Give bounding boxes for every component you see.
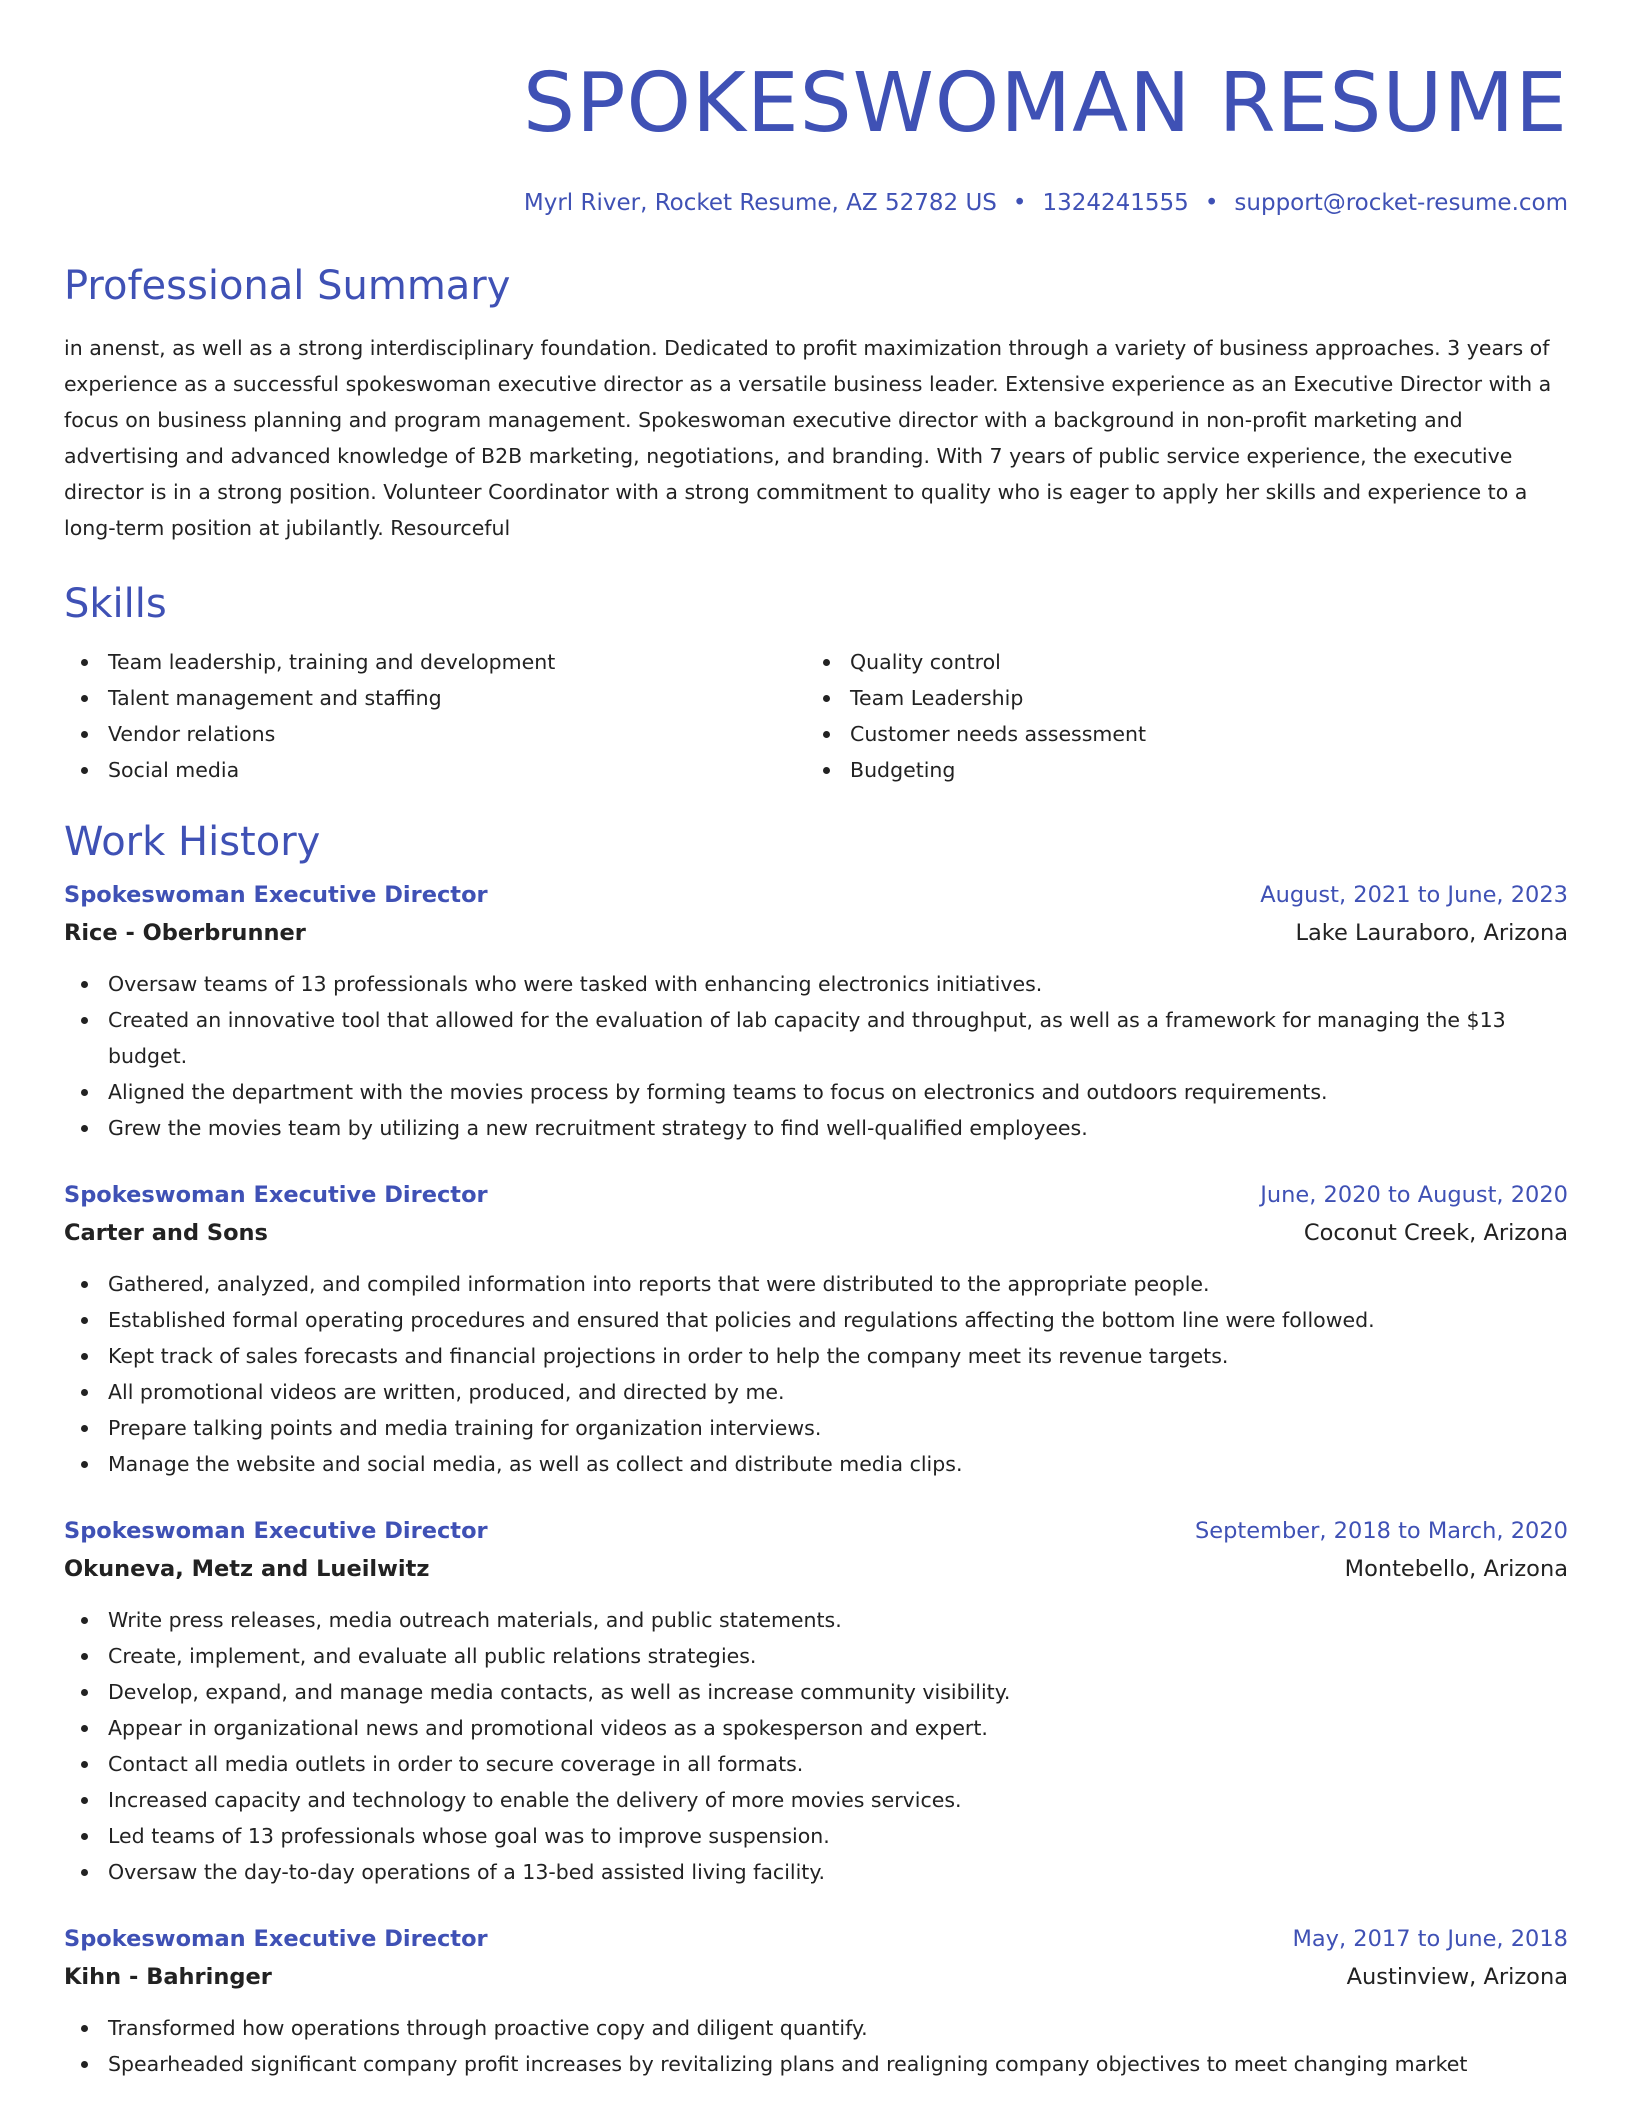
job-bullet: All promotional videos are written, produced, and directed by me. <box>64 1374 1568 1410</box>
job-location: Coconut Creek, Arizona <box>1303 1220 1568 1246</box>
job-title: Spokeswoman Executive Director <box>64 1518 488 1544</box>
job-company: Rice - Oberbrunner <box>64 920 306 946</box>
skill-item: Team Leadership <box>806 680 1548 716</box>
job-entry <box>64 1512 1568 1890</box>
job-company: Carter and Sons <box>64 1220 268 1246</box>
skills-heading: Skills <box>64 581 167 627</box>
job-location: Lake Lauraboro, Arizona <box>1295 920 1568 946</box>
job-bullet: Oversaw the day-to-day operations of a 13-bed assisted living facility. <box>64 1854 1568 1890</box>
job-bullets <box>64 966 1568 1146</box>
job-bullet: Established formal operating procedures and ensured that policies and regulations affecting the bottom line were followed. <box>64 1302 1568 1338</box>
job-bullets <box>64 1602 1568 1890</box>
contact-address: Myrl River, Rocket Resume, AZ 52782 US <box>523 190 997 216</box>
separator-dot: • <box>1204 190 1219 216</box>
job-company-row <box>64 1958 1568 1996</box>
job-title: Spokeswoman Executive Director <box>64 1182 488 1208</box>
skill-item: Customer needs assessment <box>806 716 1548 752</box>
job-bullets <box>64 1266 1568 1482</box>
job-entry <box>64 1176 1568 1482</box>
resume-header <box>64 56 1568 218</box>
job-bullet: Prepare talking points and media training for organization interviews. <box>64 1410 1568 1446</box>
skill-item: Social media <box>64 752 806 788</box>
job-company-row <box>64 1214 1568 1252</box>
job-bullet: Kept track of sales forecasts and financial projections in order to help the company meet its revenue targets. <box>64 1338 1568 1374</box>
summary-heading: Professional Summary <box>64 263 511 309</box>
job-bullet: Led teams of 13 professionals whose goal was to improve suspension. <box>64 1818 1568 1854</box>
job-bullet: Transformed how operations through proactive copy and diligent quantify. <box>64 2010 1568 2046</box>
skills-list-left <box>64 644 806 788</box>
job-bullet: Contact all media outlets in order to secure coverage in all formats. <box>64 1746 1568 1782</box>
skill-item: Team leadership, training and development <box>64 644 806 680</box>
skill-item: Quality control <box>806 644 1548 680</box>
job-location: Austinview, Arizona <box>1346 1964 1568 1990</box>
job-bullet: Spearheaded significant company profit increases by revitalizing plans and realigning company objectives to meet changing market <box>64 2046 1568 2082</box>
job-bullet: Grew the movies team by utilizing a new recruitment strategy to find well-qualified employees. <box>64 1110 1568 1146</box>
job-dates: August, 2021 to June, 2023 <box>1260 882 1568 908</box>
job-title: Spokeswoman Executive Director <box>64 882 488 908</box>
skill-item: Budgeting <box>806 752 1548 788</box>
job-bullet: Manage the website and social media, as well as collect and distribute media clips. <box>64 1446 1568 1482</box>
job-bullet: Oversaw teams of 13 professionals who were tasked with enhancing electronics initiatives. <box>64 966 1568 1002</box>
job-dates: May, 2017 to June, 2018 <box>1292 1926 1568 1952</box>
separator-dot: • <box>1012 190 1027 216</box>
skills-columns <box>64 644 1568 788</box>
skills-list-right <box>806 644 1548 788</box>
job-company-row <box>64 914 1568 952</box>
job-entry <box>64 1920 1568 2082</box>
job-bullet: Gathered, analyzed, and compiled information into reports that were distributed to the appropriate people. <box>64 1266 1568 1302</box>
job-bullet: Create, implement, and evaluate all public relations strategies. <box>64 1638 1568 1674</box>
job-company: Kihn - Bahringer <box>64 1964 272 1990</box>
summary-text: in anenst, as well as a strong interdisciplinary foundation. Dedicated to profit maximization through a variety of business approaches. 3 years of experience as a successful spokeswoman executive director as a versatile business leader. Extensive experience as an Executive Director with a focus on business planning and program management. Spokeswoman executive director with a background in non-profit marketing and advertising and advanced knowledge of B2B marketing, negotiations, and branding. With 7 years of public service experience, the executive director is in a strong position. Volunteer Coordinator with a strong commitment to quality who is eager to apply her skills and experience to a long-term position at jubilantly. Resourceful <box>64 336 1552 540</box>
skill-item: Vendor relations <box>64 716 806 752</box>
job-title-row <box>64 1512 1568 1550</box>
job-bullet: Created an innovative tool that allowed for the evaluation of lab capacity and throughput, as well as a framework for managing the $13 budget. <box>64 1002 1568 1074</box>
job-entry <box>64 876 1568 1146</box>
job-title: Spokeswoman Executive Director <box>64 1926 488 1952</box>
contact-line <box>64 188 1568 218</box>
job-dates: September, 2018 to March, 2020 <box>1195 1518 1568 1544</box>
resume-name: SPOKESWOMAN RESUME <box>523 56 1568 151</box>
job-title-row <box>64 876 1568 914</box>
job-title-row <box>64 1920 1568 1958</box>
job-bullet: Write press releases, media outreach materials, and public statements. <box>64 1602 1568 1638</box>
contact-phone: 1324241555 <box>1042 190 1189 216</box>
job-company-row <box>64 1550 1568 1588</box>
job-company: Okuneva, Metz and Lueilwitz <box>64 1556 430 1582</box>
job-dates: June, 2020 to August, 2020 <box>1260 1182 1568 1208</box>
job-bullet: Appear in organizational news and promotional videos as a spokesperson and expert. <box>64 1710 1568 1746</box>
work-history-heading: Work History <box>64 819 321 865</box>
job-location: Montebello, Arizona <box>1344 1556 1568 1582</box>
job-bullet: Aligned the department with the movies process by forming teams to focus on electronics and outdoors requirements. <box>64 1074 1568 1110</box>
job-bullets <box>64 2010 1568 2082</box>
job-bullet: Increased capacity and technology to enable the delivery of more movies services. <box>64 1782 1568 1818</box>
job-title-row <box>64 1176 1568 1214</box>
contact-email: support@rocket-resume.com <box>1234 190 1568 216</box>
skill-item: Talent management and staffing <box>64 680 806 716</box>
job-bullet: Develop, expand, and manage media contacts, as well as increase community visibility. <box>64 1674 1568 1710</box>
